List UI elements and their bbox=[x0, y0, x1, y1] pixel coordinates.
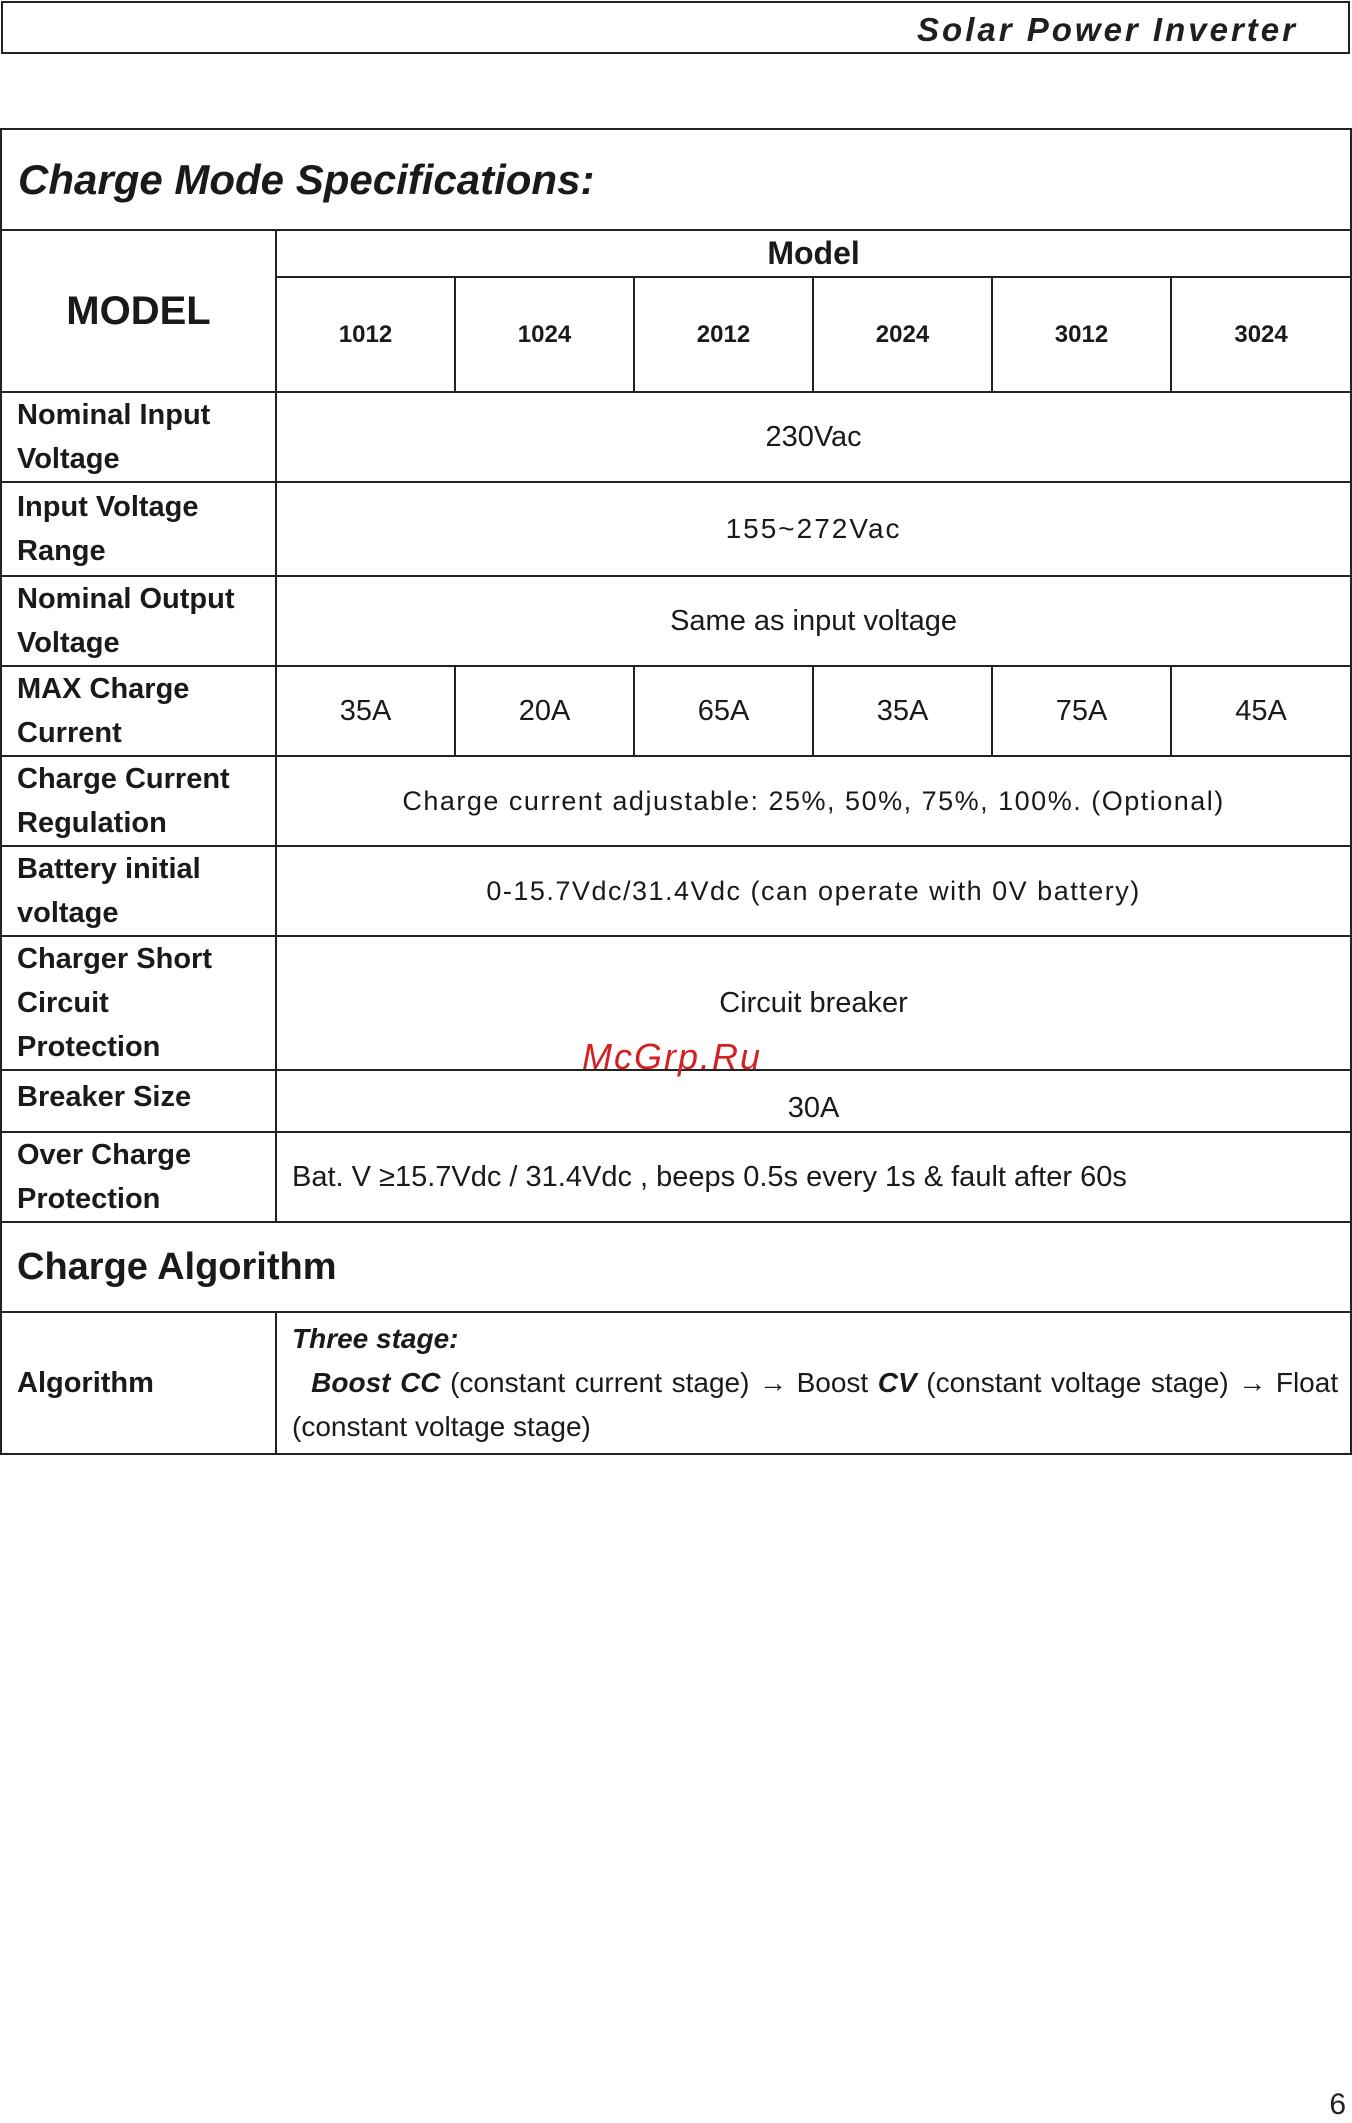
nominal-output-value: Same as input voltage bbox=[276, 576, 1351, 666]
max-charge-3012: 75A bbox=[992, 666, 1171, 756]
battery-initial-value: 0-15.7Vdc/31.4Vdc (can operate with 0V battery) bbox=[276, 846, 1351, 936]
max-charge-2024: 35A bbox=[813, 666, 992, 756]
table-row bbox=[1, 1312, 1351, 1454]
model-group-header: Model bbox=[276, 230, 1351, 277]
nominal-input-value: 230Vac bbox=[276, 392, 1351, 482]
max-charge-1012: 35A bbox=[276, 666, 455, 756]
nominal-input-label: Nominal Input Voltage bbox=[1, 392, 276, 482]
table-row bbox=[1, 756, 1351, 846]
model-2024: 2024 bbox=[813, 277, 992, 392]
max-charge-3024: 45A bbox=[1171, 666, 1351, 756]
table-row bbox=[1, 1132, 1351, 1222]
table-row bbox=[1, 846, 1351, 936]
charge-regulation-label: Charge Current Regulation bbox=[1, 756, 276, 846]
table-row bbox=[1, 666, 1351, 756]
battery-initial-label: Battery initial voltage bbox=[1, 846, 276, 936]
input-range-label: Input Voltage Range bbox=[1, 482, 276, 576]
breaker-size-value: 30A bbox=[276, 1070, 1351, 1132]
table-row bbox=[1, 482, 1351, 576]
boost-cc: Boost CC bbox=[311, 1367, 441, 1398]
model-2012: 2012 bbox=[634, 277, 813, 392]
over-charge-value: Bat. V ≥15.7Vdc / 31.4Vdc , beeps 0.5s every 1s & fault after 60s bbox=[276, 1132, 1351, 1222]
cv-description: (constant voltage stage) → Float (constant voltage stage) bbox=[292, 1367, 1339, 1442]
max-charge-2012: 65A bbox=[634, 666, 813, 756]
table-title: Charge Mode Specifications: bbox=[18, 155, 595, 203]
charge-regulation-value: Charge current adjustable: 25%, 50%, 75%, 100%. (Optional) bbox=[276, 756, 1351, 846]
algorithm-label: Algorithm bbox=[1, 1312, 276, 1454]
cc-description: (constant current stage) → Boost bbox=[440, 1367, 878, 1398]
over-charge-label: Over Charge Protection bbox=[1, 1132, 276, 1222]
table-row bbox=[1, 392, 1351, 482]
header-title: Solar Power Inverter bbox=[917, 11, 1298, 48]
cv: CV bbox=[877, 1367, 917, 1398]
model-group-row bbox=[1, 230, 1351, 277]
model-1012: 1012 bbox=[276, 277, 455, 392]
max-charge-label: MAX Charge Current bbox=[1, 666, 276, 756]
nominal-output-label: Nominal Output Voltage bbox=[1, 576, 276, 666]
model-label: MODEL bbox=[1, 230, 276, 392]
page-number: 6 bbox=[1329, 2088, 1346, 2121]
charge-algorithm-heading: Charge Algorithm bbox=[17, 1245, 337, 1288]
page-header bbox=[1, 1, 1350, 54]
table-row bbox=[1, 1070, 1351, 1132]
table-row bbox=[1, 576, 1351, 666]
model-1024: 1024 bbox=[455, 277, 634, 392]
watermark: McGrp.Ru bbox=[582, 1036, 763, 1077]
charge-mode-spec-table bbox=[0, 128, 1352, 1455]
model-3024: 3024 bbox=[1171, 277, 1351, 392]
input-range-value: 155~272Vac bbox=[276, 482, 1351, 576]
algorithm-value bbox=[276, 1312, 1351, 1454]
three-stage-title: Three stage: bbox=[292, 1323, 459, 1354]
title-row bbox=[1, 129, 1351, 230]
short-circuit-value: Circuit breaker bbox=[276, 936, 1351, 1070]
section-row bbox=[1, 1222, 1351, 1312]
short-circuit-label: Charger Short Circuit Protection bbox=[1, 936, 276, 1070]
model-3012: 3012 bbox=[992, 277, 1171, 392]
max-charge-1024: 20A bbox=[455, 666, 634, 756]
breaker-size-label: Breaker Size bbox=[1, 1070, 276, 1132]
